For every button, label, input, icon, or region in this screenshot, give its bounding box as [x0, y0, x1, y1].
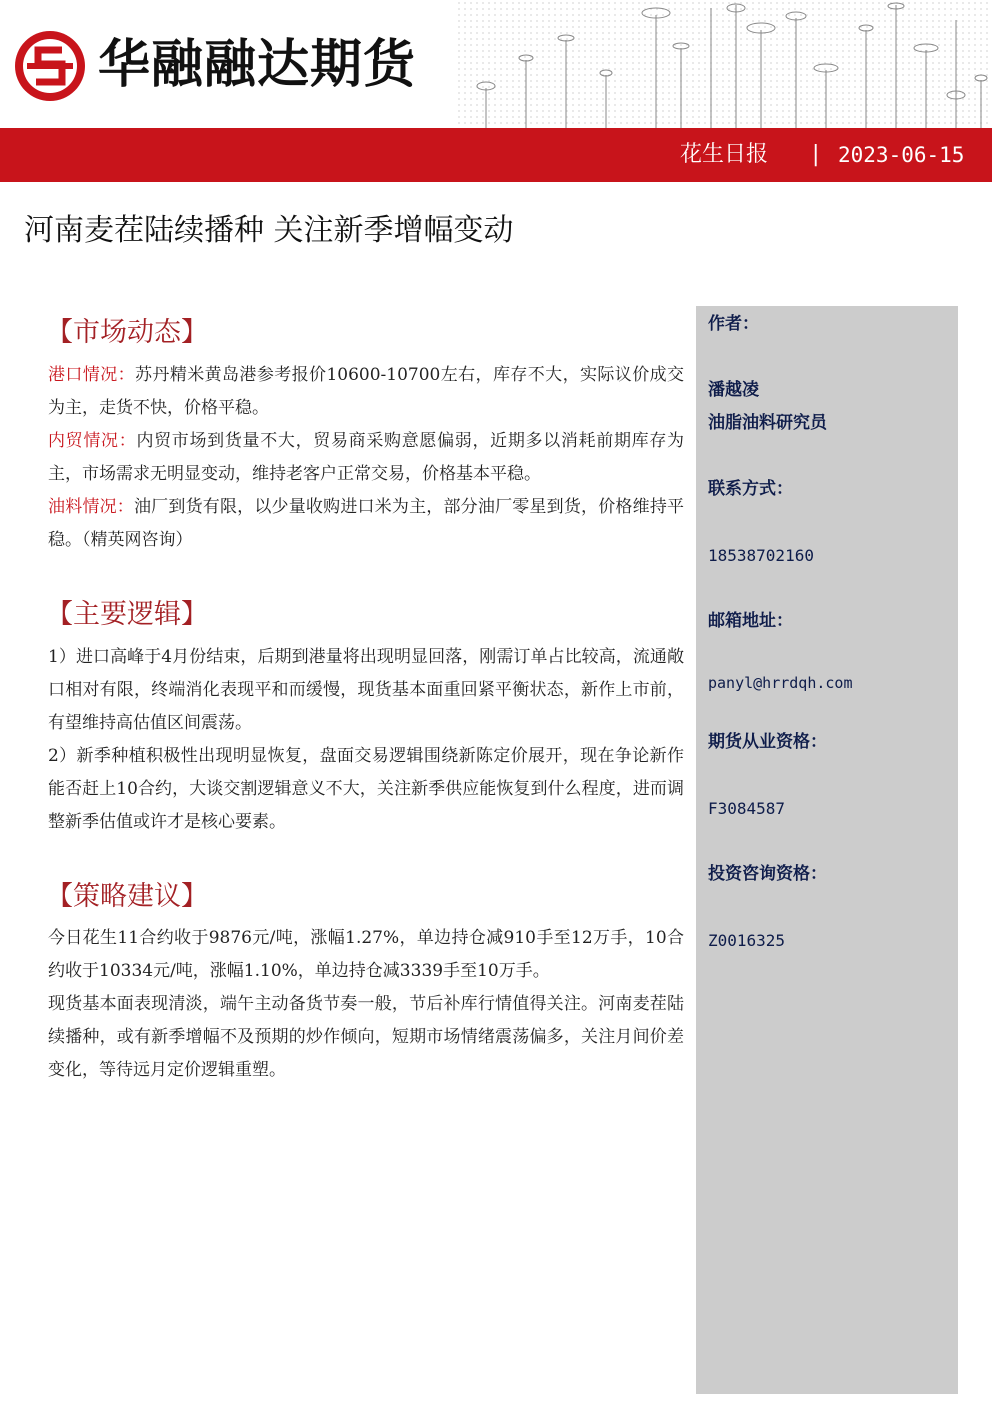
report-headline: 河南麦茬陆续播种 关注新季增幅变动 — [24, 213, 514, 248]
header-separator: | — [812, 142, 820, 167]
logic-section-title: 【主要逻辑】 — [46, 599, 208, 630]
email-label: 邮箱地址： — [708, 611, 793, 631]
market-section-title: 【市场动态】 — [46, 317, 208, 348]
author-sidebar — [696, 306, 958, 1394]
author-label: 作者： — [708, 314, 759, 334]
oil-paragraph — [48, 491, 684, 557]
investment-qualification-number: Z0016325 — [708, 931, 786, 950]
investment-qualification-label: 投资咨询资格： — [708, 864, 827, 884]
port-label: 港口情况： — [48, 365, 136, 385]
oil-text: 油厂到货有限，以少量收购进口米为主，部分油厂零星到货，价格维持平稳。（精英网咨询） — [48, 497, 685, 550]
domestic-label: 内贸情况： — [48, 431, 137, 451]
company-logo-icon — [12, 28, 88, 104]
domestic-text: 内贸市场到货量不大，贸易商采购意愿偏弱，近期多以消耗前期库存为主，市场需求无明显变动，维持老客户正常交易，价格基本平稳。 — [48, 431, 685, 484]
company-name: 华融融达期货 — [98, 35, 417, 95]
futures-qualification-label: 期货从业资格： — [708, 732, 827, 752]
strategy-paragraph-2: 现货基本面表现清淡，端午主动备货节奏一般，节后补库行情值得关注。河南麦茬陆续播种，或有新季增幅不及预期的炒作倾向，短期市场情绪震荡偏多，关注月间价差变化，等待远月定价逻辑重塑。 — [48, 994, 684, 1080]
futures-qualification-number: F3084587 — [708, 799, 786, 818]
phone-number: 18538702160 — [708, 546, 814, 565]
contact-label: 联系方式： — [708, 479, 793, 499]
report-type: 花生日报 — [680, 142, 769, 167]
port-text: 苏丹精米黄岛港参考报价10600-10700左右，库存不大，实际议价成交为主，走货不快，价格平稳。 — [48, 365, 684, 418]
email-address[interactable]: panyl@hrrdqh.com — [708, 674, 853, 692]
oil-label: 油料情况： — [48, 497, 134, 517]
report-date: 2023-06-15 — [838, 143, 965, 167]
logic-paragraph-2: 2）新季种植积极性出现明显恢复，盘面交易逻辑围绕新陈定价展开，现在争论新作能否赶上10合约，大谈交割逻辑意义不大，关注新季供应能恢复到什么程度，进而调整新季估值或许才是核心要素。 — [48, 746, 684, 832]
header-decoration — [456, 0, 992, 128]
strategy-paragraph-1: 今日花生11合约收于9876元/吨，涨幅1.27%，单边持仓减910手至12万手，10合约收于10334元/吨，涨幅1.10%，单边持仓减3339手至10万手。 — [48, 928, 684, 981]
domestic-paragraph — [48, 425, 684, 491]
port-paragraph — [48, 359, 684, 425]
logic-paragraph-1: 1）进口高峰于4月份结束，后期到港量将出现明显回落，刚需订单占比较高，流通敞口相对有限，终端消化表现平和而缓慢，现货基本面重回紧平衡状态，新作上市前，有望维持高估值区间震荡。 — [48, 647, 684, 733]
strategy-section-title: 【策略建议】 — [46, 881, 208, 912]
author-name: 潘越凌 — [708, 380, 759, 400]
author-title: 油脂油料研究员 — [708, 413, 827, 433]
